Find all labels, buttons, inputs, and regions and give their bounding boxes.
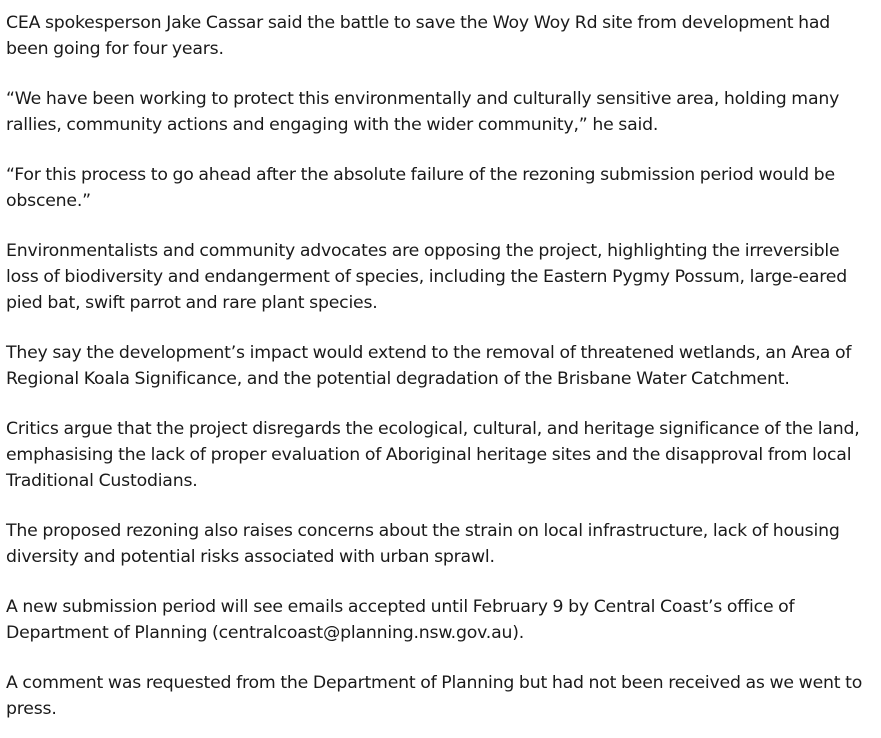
paragraph-biodiversity: Environmentalists and community advocates are opposing the project, highlighting the irreversible loss of biodiversity and endangerment of species, including the Eastern Pygmy Possum, large-eared pied bat, swift parrot and rare plant species. [6,241,847,313]
paragraph-protect-area-quote: “We have been working to protect this environmentally and culturally sensitive area, holding many rallies, community actions and engaging with the wider community,” he said. [6,89,840,135]
paragraph-spokesperson-quote: CEA spokesperson Jake Cassar said the battle to save the Woy Woy Rd site from development had been going for four years. [6,13,831,59]
paragraph-obscene-quote: “For this process to go ahead after the absolute failure of the rezoning submission period would be obscene.” [6,165,835,211]
paragraph-critics: Critics argue that the project disregards the ecological, cultural, and heritage significance of the land, emphasising the lack of proper evaluation of Aboriginal heritage sites and the disapproval from local Traditional Custodians. [6,419,860,491]
paragraph-infrastructure: The proposed rezoning also raises concerns about the strain on local infrastructure, lack of housing diversity and potential risks associated with urban sprawl. [6,521,840,567]
paragraph-wetlands: They say the development’s impact would extend to the removal of threatened wetlands, an Area of Regional Koala Significance, and the potential degradation of the Brisbane Water Catchment. [6,343,852,389]
paragraph-comment-requested: A comment was requested from the Department of Planning but had not been received as we went to press. [6,673,863,719]
paragraph-submission-period: A new submission period will see emails accepted until February 9 by Central Coast’s office of Department of Planning (centralcoast@planning.nsw.gov.au). [6,597,795,643]
